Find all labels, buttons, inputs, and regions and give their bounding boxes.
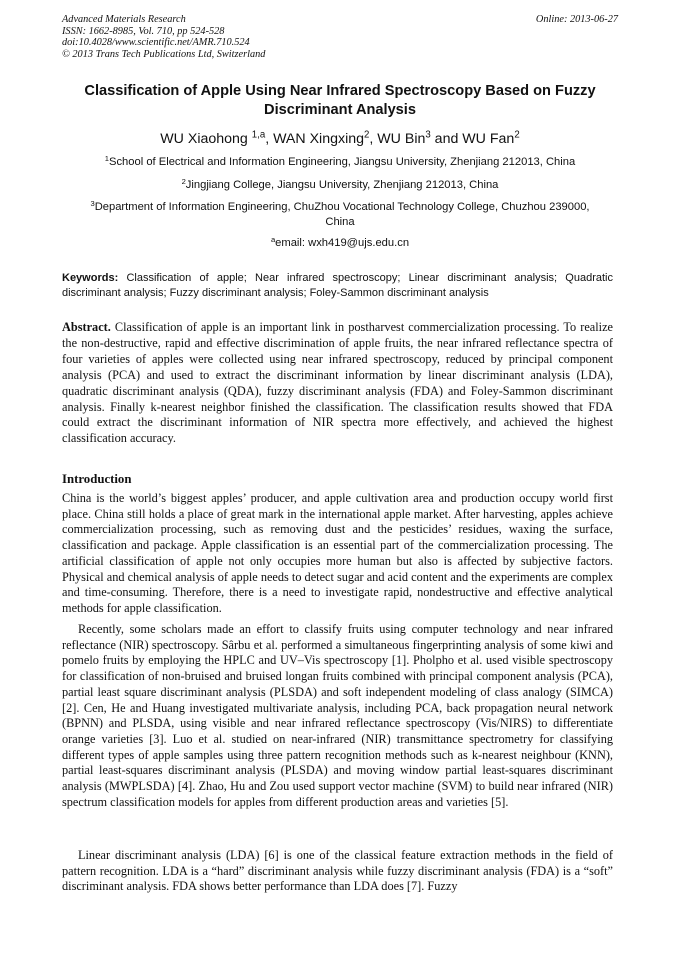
author-name: and WU Fan [430, 131, 515, 147]
intro-paragraph-3: Linear discriminant analysis (LDA) [6] is one of the classical feature extraction methods in the field of pattern recognition. LDA is a “hard” discriminant analysis while fuzzy discriminant analysis (FDA) is a “soft” discriminant analysis. FDA shows better performance than LDA does [7]. Fuzzy [62, 848, 613, 894]
journal-name: Advanced Materials Research [62, 14, 186, 25]
journal-header [62, 14, 618, 60]
author-affiliation-marker: 1,a [251, 129, 266, 141]
keywords-text: Classification of apple; Near infrared spectroscopy; Linear discriminant analysis; Quadratic discriminant analysis; Fuzzy discriminant analysis; Foley-Sammon discriminant analysis [62, 272, 613, 300]
affiliation-2 [62, 178, 618, 193]
affiliation-1 [62, 155, 618, 170]
affiliation-marker: 3 [90, 198, 95, 208]
author-name: , WAN Xingxing [265, 131, 365, 147]
author-email [62, 236, 618, 251]
affiliation-marker: 2 [181, 176, 186, 186]
issn-line: ISSN: 1662-8985, Vol. 710, pp 524-528 [62, 25, 225, 37]
email-text: email: wxh419@ujs.edu.cn [275, 237, 410, 249]
author-affiliation-marker: 2 [514, 129, 520, 141]
author-affiliation-marker: 2 [364, 129, 370, 141]
keywords-label: Keywords: [62, 272, 119, 284]
section-heading: Introduction [62, 472, 132, 486]
doi-line: doi:10.4028/www.scientific.net/AMR.710.524 [62, 37, 250, 49]
affiliation-text: School of Electrical and Information Engineering, Jiangsu University, Zhenjiang 212013, China [109, 156, 576, 168]
intro-paragraph-1: China is the world’s biggest apples’ producer, and apple cultivation area and production occupy world first place. China still holds a place of great mark in the international apple market. After harvesting, apples achieve commercialization processing, such as removing dust and the pesticides’ residues, waxing the surface, classification and package. Apple classification is an essential part of the commercialization processing. The artificial classification of apple not only occupies more human but also is affected by subjective factors. Physical and chemical analysis of apple needs to detect sugar and acid content and the experiments are complex and time-consuming. Therefore, there is a need to investigate rapid, nondestructive and effective analytical methods for apple classification. [62, 491, 613, 615]
online-date: Online: 2013-06-27 [535, 14, 618, 25]
author-name: WU Xiaohong [160, 131, 248, 147]
affiliation-marker: 1 [104, 153, 109, 163]
author-list [62, 130, 618, 148]
affiliation-marker: a [270, 234, 276, 244]
abstract-label: Abstract. [62, 320, 111, 334]
intro-paragraph-2: Recently, some scholars made an effort to classify fruits using computer technology and near infrared reflectance (NIR) spectroscopy. Sârbu et al. performed a simultaneous fingerprinting analysis of some kiwi and pomelo fruits by employing the HPLC and UV–Vis spectroscopy [1]. Pholpho et al. used visible spectroscopy for classification of non-bruised and bruised longan fruits combined with principal component analysis (PCA), partial least square discriminant analysis (PLSDA) and soft independent modeling of class analogy (SIMCA) [2]. Cen, He and Huang investigated multivariate analysis, including PCA, back propagation neural network (BPNN) and PLSDA, using visible and near infrared reflectance spectroscopy (Vis/NIRS) to differentiate orange varieties [3]. Luo et al. studied on near-infrared (NIR) transmittance spectrometry for classifying different types of apple samples using three pattern recognition methods such as k-nearest neighbour (KNN), partial least-squares discriminant analysis (PLSDA) and moving window partial least-squares discriminant analysis (MWPLSDA) [4]. Zhao, Hu and Zou used support vector machine (SVM) to build near infrared (NIR) spectrum classification models for apples from different production areas and varieties [5]. [62, 622, 613, 809]
paper-title: Classification of Apple Using Near Infrared Spectroscopy Based on Fuzzy Discriminant Analysis [84, 83, 596, 118]
affiliation-3 [82, 200, 598, 229]
copyright-line: © 2013 Trans Tech Publications Ltd, Switzerland [62, 48, 266, 60]
affiliation-text: Jingjiang College, Jiangsu University, Zhenjiang 212013, China [185, 179, 499, 191]
abstract-text: Classification of apple is an important link in postharvest commercialization processing. To realize the non-destructive, rapid and effective discrimination of apple fruits, the near infrared reflectance spectra of four varieties of apples were collected using near infrared spectroscopy, reduced by principal component analysis (PCA) and used to extract the discriminant information by linear discriminant analysis (LDA), quadratic discriminant analysis (QDA), fuzzy discriminant analysis (FDA) and Foley-Sammon discriminant analysis. Finally k-nearest neighbor finished the classification. The classification results showed that FDA could extract the discriminant information of NIR spectra more effectively, and achieved the highest classification accuracy. [62, 320, 614, 446]
affiliation-text: Department of Information Engineering, ChuZhou Vocational Technology College, Chuzhou 239000, China [94, 201, 590, 228]
abstract-block [62, 320, 613, 447]
author-name: , WU Bin [369, 131, 426, 147]
keywords-block [62, 271, 613, 302]
author-affiliation-marker: 3 [425, 129, 431, 141]
